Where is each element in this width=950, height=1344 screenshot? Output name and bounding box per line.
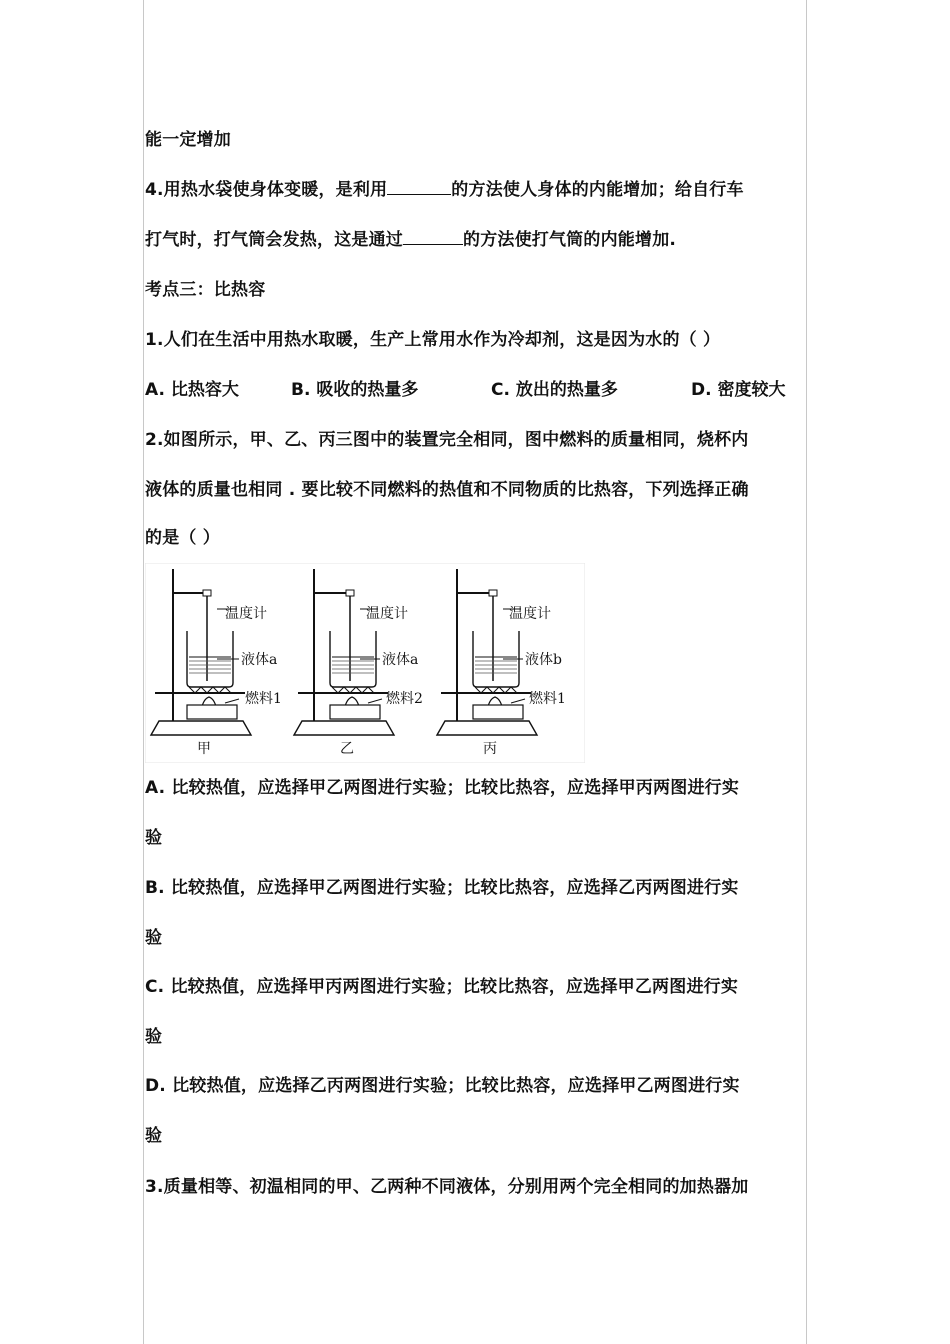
- text-segment: 的方法使人身体的内能增加；给自行车: [451, 180, 744, 200]
- option-d-line-2: 验: [145, 1126, 163, 1146]
- question-2-stem-line-1: 2.如图所示，甲、乙、丙三图中的装置完全相同，图中燃料的质量相同，烧杯内: [145, 430, 749, 450]
- option-d-line-1: D. 比较热值，应选择乙丙两图进行实验；比较比热容，应选择甲乙两图进行实: [145, 1076, 740, 1096]
- option-c-line-2: 验: [145, 1027, 163, 1047]
- panel-caption: 丙: [483, 741, 497, 757]
- question-4-line-1: [145, 178, 807, 202]
- text-line: 能一定增加: [145, 130, 231, 150]
- thermometer-label: 温度计: [366, 606, 408, 622]
- left-margin-line: [143, 0, 144, 1344]
- fuel-label: 燃料1: [245, 691, 282, 707]
- question-2-stem-line-2: 液体的质量也相同 . 要比较不同燃料的热值和不同物质的比热容，下列选择正确: [145, 480, 749, 500]
- option-b-line-1: B. 比较热值，应选择甲乙两图进行实验；比较比热容，应选择乙丙两图进行实: [145, 878, 739, 898]
- liquid-label: 液体a: [382, 652, 419, 668]
- answer-blank: [387, 178, 451, 195]
- option-a: A. 比热容大: [145, 380, 239, 400]
- question-1-stem: 1.人们在生活中用热水取暖，生产上常用水作为冷却剂，这是因为水的（ ）: [145, 330, 721, 350]
- section-heading: 考点三：比热容: [145, 280, 266, 300]
- option-c: C. 放出的热量多: [491, 380, 618, 400]
- liquid-label: 液体b: [525, 652, 562, 668]
- answer-blank: [403, 228, 463, 245]
- question-2-stem-line-3: 的是（ ）: [145, 528, 220, 548]
- option-c-line-1: C. 比较热值，应选择甲丙两图进行实验；比较比热容，应选择甲乙两图进行实: [145, 977, 739, 997]
- text-segment: 打气时，打气筒会发热，这是通过: [145, 230, 403, 250]
- apparatus-diagram: [145, 563, 585, 763]
- question-3-stem: 3.质量相等、初温相同的甲、乙两种不同液体，分别用两个完全相同的加热器加: [145, 1177, 749, 1197]
- fuel-label: 燃料2: [386, 691, 423, 707]
- panel-caption: 甲: [197, 741, 211, 757]
- option-d: D. 密度较大: [691, 380, 786, 400]
- thermometer-label: 温度计: [225, 606, 267, 622]
- experiment-figure: [145, 563, 585, 763]
- panel-caption: 乙: [340, 741, 354, 757]
- text-segment: 的方法使打气筒的内能增加.: [463, 230, 677, 250]
- option-a-line-2: 验: [145, 828, 163, 848]
- question-4-line-2: [145, 228, 807, 252]
- text-segment: 4.用热水袋使身体变暖，是利用: [145, 180, 388, 200]
- thermometer-label: 温度计: [509, 606, 551, 622]
- question-1-options: [145, 378, 807, 402]
- option-b-line-2: 验: [145, 928, 163, 948]
- fuel-label: 燃料1: [529, 691, 566, 707]
- option-b: B. 吸收的热量多: [291, 380, 419, 400]
- option-a-line-1: A. 比较热值，应选择甲乙两图进行实验；比较比热容，应选择甲丙两图进行实: [145, 778, 740, 798]
- liquid-label: 液体a: [241, 652, 278, 668]
